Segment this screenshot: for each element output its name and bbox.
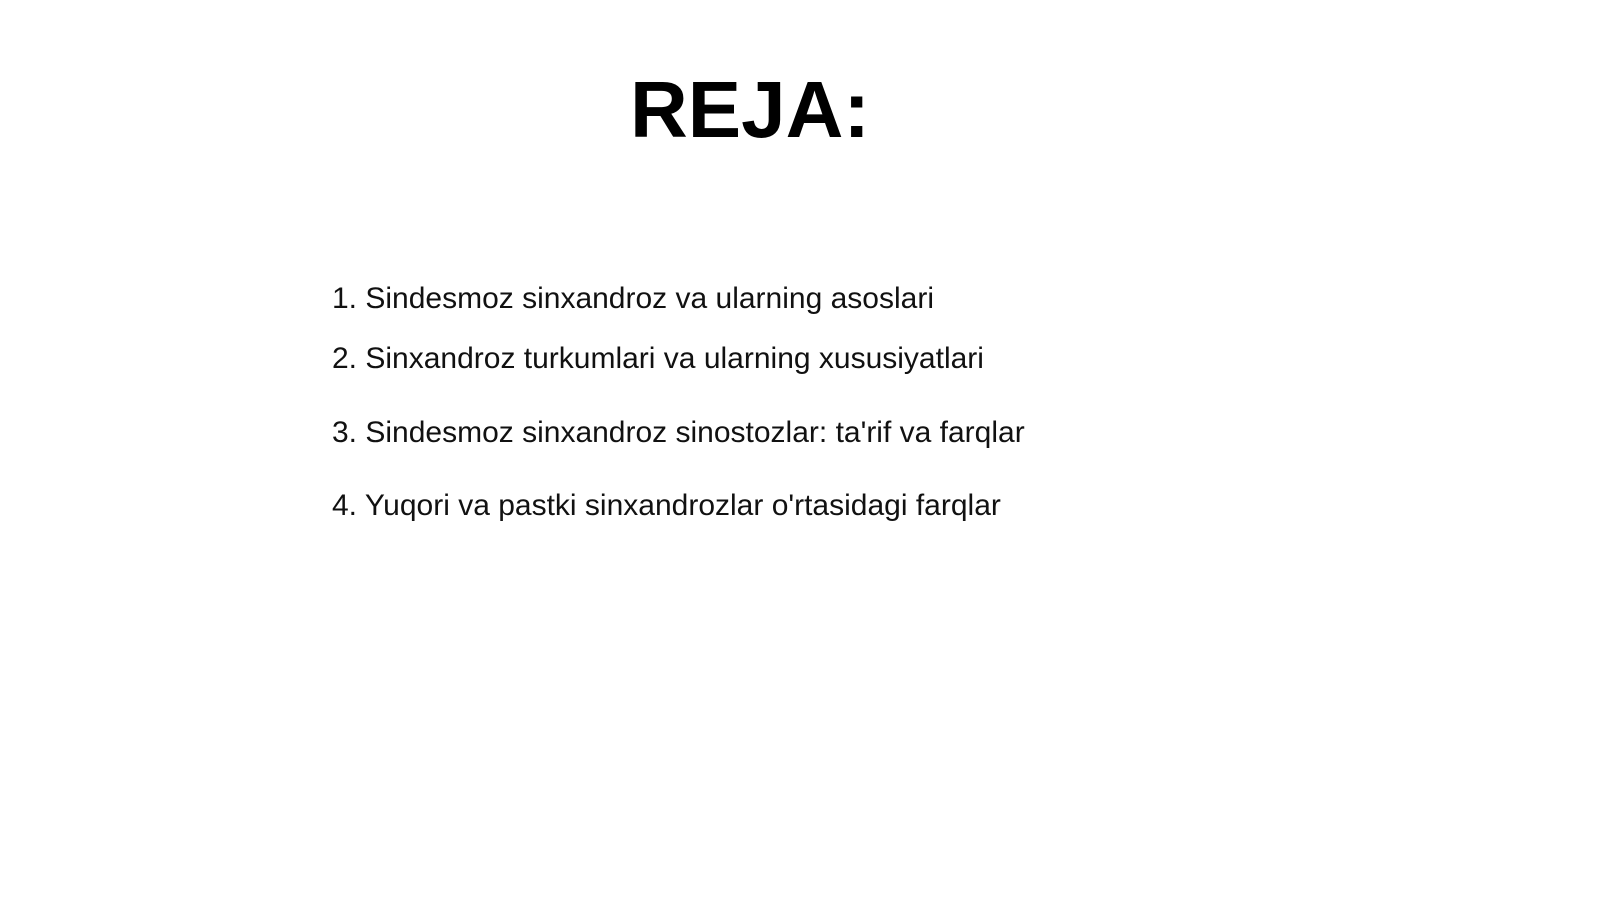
- plan-item-3: 3. Sindesmoz sinxandroz sinostozlar: ta'rif va farqlar: [332, 416, 1025, 449]
- plan-item-2: 2. Sinxandroz turkumlari va ularning xususiyatlari: [332, 342, 984, 375]
- slide-title: REJA:: [629, 65, 871, 154]
- plan-item-1: 1. Sindesmoz sinxandroz va ularning asoslari: [332, 282, 934, 315]
- plan-item-4: 4. Yuqori va pastki sinxandrozlar o'rtasidagi farqlar: [332, 489, 1001, 522]
